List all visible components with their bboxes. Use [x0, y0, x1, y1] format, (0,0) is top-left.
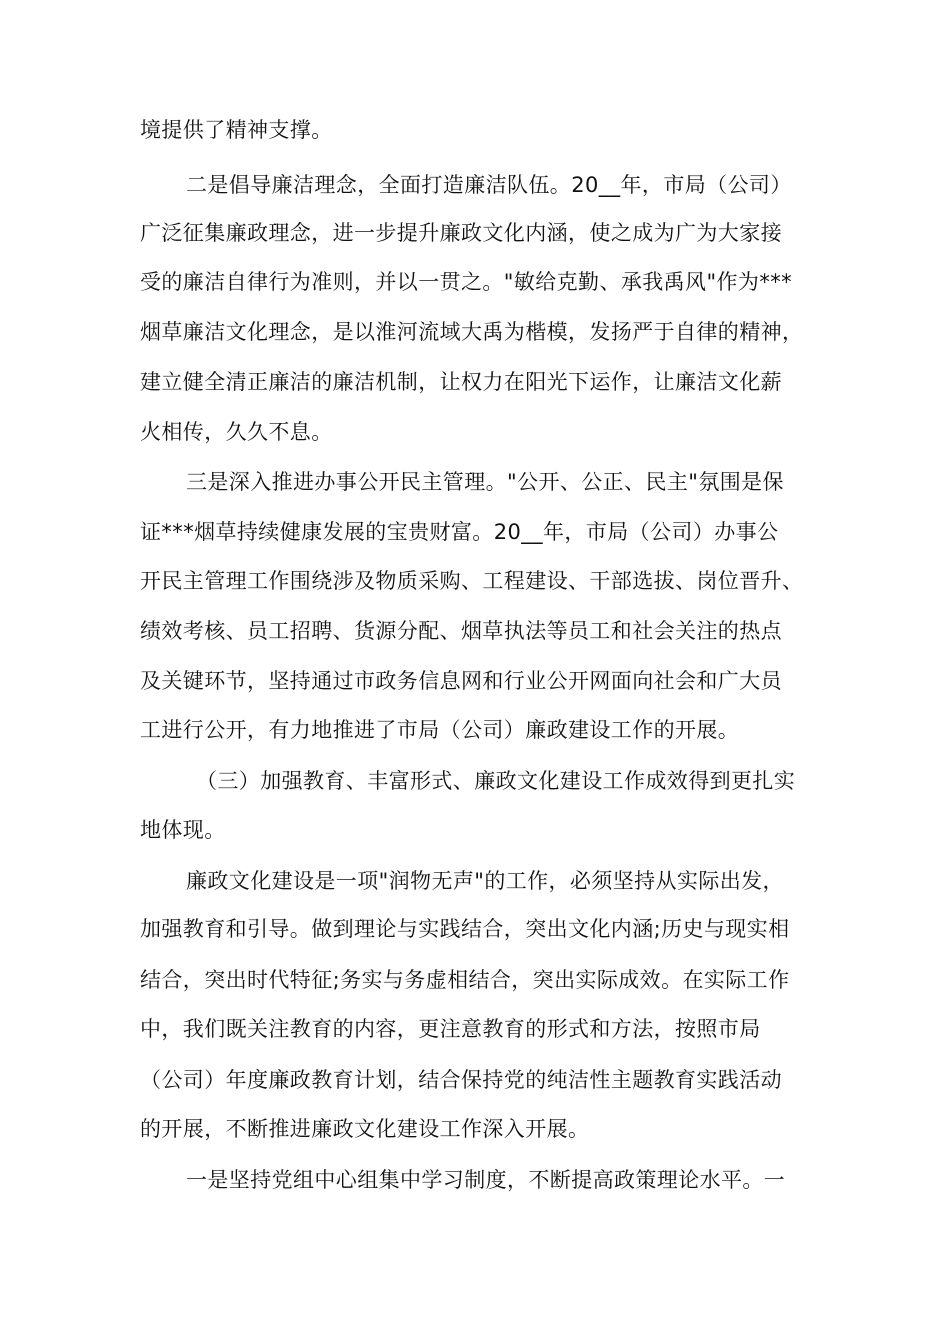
- paragraph-line: 二是倡导廉洁理念，全面打造廉洁队伍。20__年，市局（公司）: [186, 173, 792, 197]
- paragraph-line: 烟草廉洁文化理念，是以淮河流域大禹为楷模，发扬严于自律的精神，: [140, 320, 804, 344]
- paragraph-line: 受的廉洁自律行为准则，并以一贯之。"敏给克勤、承我禹风"作为***: [140, 270, 793, 294]
- paragraph-line: 证***烟草持续健康发展的宝贵财富。20__年，市局（公司）办事公: [140, 520, 779, 544]
- paragraph-line: （公司）年度廉政教育计划，结合保持党的纯洁性主题教育实践活动: [140, 1068, 782, 1092]
- paragraph-line: 绩效考核、员工招聘、货源分配、烟草执法等员工和社会关注的热点: [140, 619, 782, 643]
- paragraph-line: 广泛征集廉政理念，进一步提升廉政文化内涵，使之成为广为大家接: [140, 221, 782, 245]
- section-heading-line: 地体现。: [140, 818, 226, 842]
- paragraph-line: 及关键环节，坚持通过市政务信息网和行业公开网面向社会和广大员: [140, 669, 782, 693]
- paragraph-line: 加强教育和引导。做到理论与实践结合，突出文化内涵;历史与现实相: [140, 917, 790, 941]
- paragraph-line: 火相传，久久不息。: [140, 420, 333, 444]
- paragraph-line: 境提供了精神支撑。: [140, 118, 333, 142]
- paragraph-line: 的开展，不断推进廉政文化建设工作深入开展。: [140, 1117, 590, 1141]
- paragraph-line: 中，我们既关注教育的内容，更注意教育的形式和方法，按照市局: [140, 1017, 761, 1041]
- paragraph-line: 工进行公开，有力地推进了市局（公司）廉政建设工作的开展。: [140, 718, 740, 742]
- section-heading-line: （三）加强教育、丰富形式、廉政文化建设工作成效得到更扎实: [196, 769, 796, 793]
- paragraph-line: 廉政文化建设是一项"润物无声"的工作，必须坚持从实际出发，: [186, 869, 784, 893]
- paragraph-line: 一是坚持党组中心组集中学习制度，不断提高政策理论水平。一: [186, 1168, 786, 1192]
- paragraph-line: 三是深入推进办事公开民主管理。"公开、公正、民主"氛围是保: [186, 470, 784, 494]
- paragraph-line: 开民主管理工作围绕涉及物质采购、工程建设、干部选拔、岗位晋升、: [140, 569, 804, 593]
- paragraph-line: 结合，突出时代特征;务实与务虚相结合，突出实际成效。在实际工作: [140, 968, 790, 992]
- paragraph-line: 建立健全清正廉洁的廉洁机制，让权力在阳光下运作，让廉洁文化薪: [140, 370, 782, 394]
